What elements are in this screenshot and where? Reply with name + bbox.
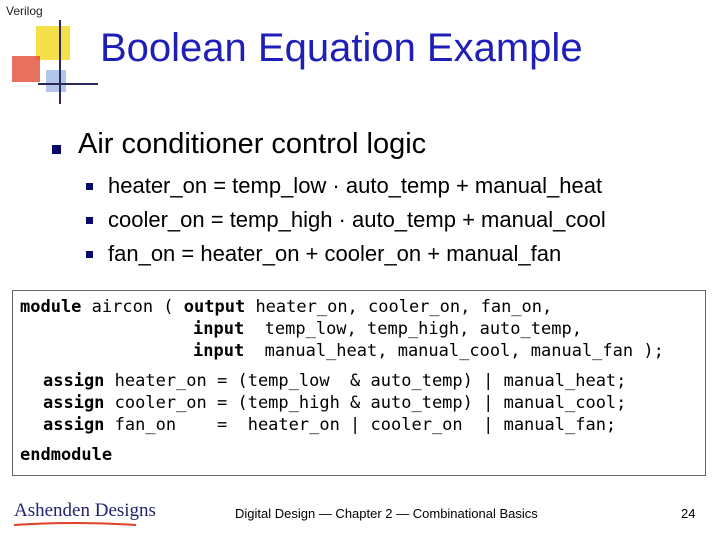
code-text: aircon ( [81,297,184,317]
footer-caption: Digital Design — Chapter 2 — Combinational Basics [235,506,538,521]
code-text: temp_low, temp_high, auto_temp, [244,319,582,339]
equation-cooler: cooler_on = temp_high · auto_temp + manual_cool [108,207,606,232]
page-number: 24 [681,506,696,521]
title-logo-mark [8,20,98,110]
code-line-assign-cooler [43,392,626,414]
keyword-assign: assign [43,371,105,391]
logo-blue-square [46,70,66,92]
code-text: fan_on = heater_on | cooler_on | manual_fan; [104,415,617,435]
keyword-endmodule: endmodule [20,445,113,465]
code-line-module [20,296,552,318]
keyword-input: input [193,341,245,361]
corner-label: Verilog [6,4,43,18]
footer-logo-swoosh [14,521,136,527]
footer-logo: Ashenden Designs [14,500,156,521]
code-line-assign-fan [43,414,616,436]
code-line-endmodule [20,444,112,466]
page-title: Boolean Equation Example [100,26,583,70]
keyword-output: output [183,297,246,317]
code-text: heater_on = (temp_low & auto_temp) | manual_heat; [104,371,627,391]
logo-red-square [12,56,40,82]
keyword-assign: assign [43,393,105,413]
code-text: cooler_on = (temp_high & auto_temp) | manual_cool; [104,393,627,413]
equation-heater: heater_on = temp_low · auto_temp + manual_heat [108,173,603,198]
code-line-input-1 [193,318,582,340]
keyword-input: input [193,319,245,339]
logo-yellow-square [36,26,70,60]
code-text: manual_heat, manual_cool, manual_fan ); [244,341,664,361]
keyword-assign: assign [43,415,105,435]
bullet-icon [86,183,93,190]
bullet-icon [86,217,93,224]
bullet-icon [86,251,93,258]
code-line-input-2 [193,340,664,362]
equation-fan: fan_on = heater_on + cooler_on + manual_fan [108,241,562,266]
bullet-icon [52,145,61,154]
keyword-module: module [20,297,82,317]
code-text: heater_on, cooler_on, fan_on, [245,297,553,317]
main-heading: Air conditioner control logic [78,128,427,160]
code-line-assign-heater [43,370,626,392]
